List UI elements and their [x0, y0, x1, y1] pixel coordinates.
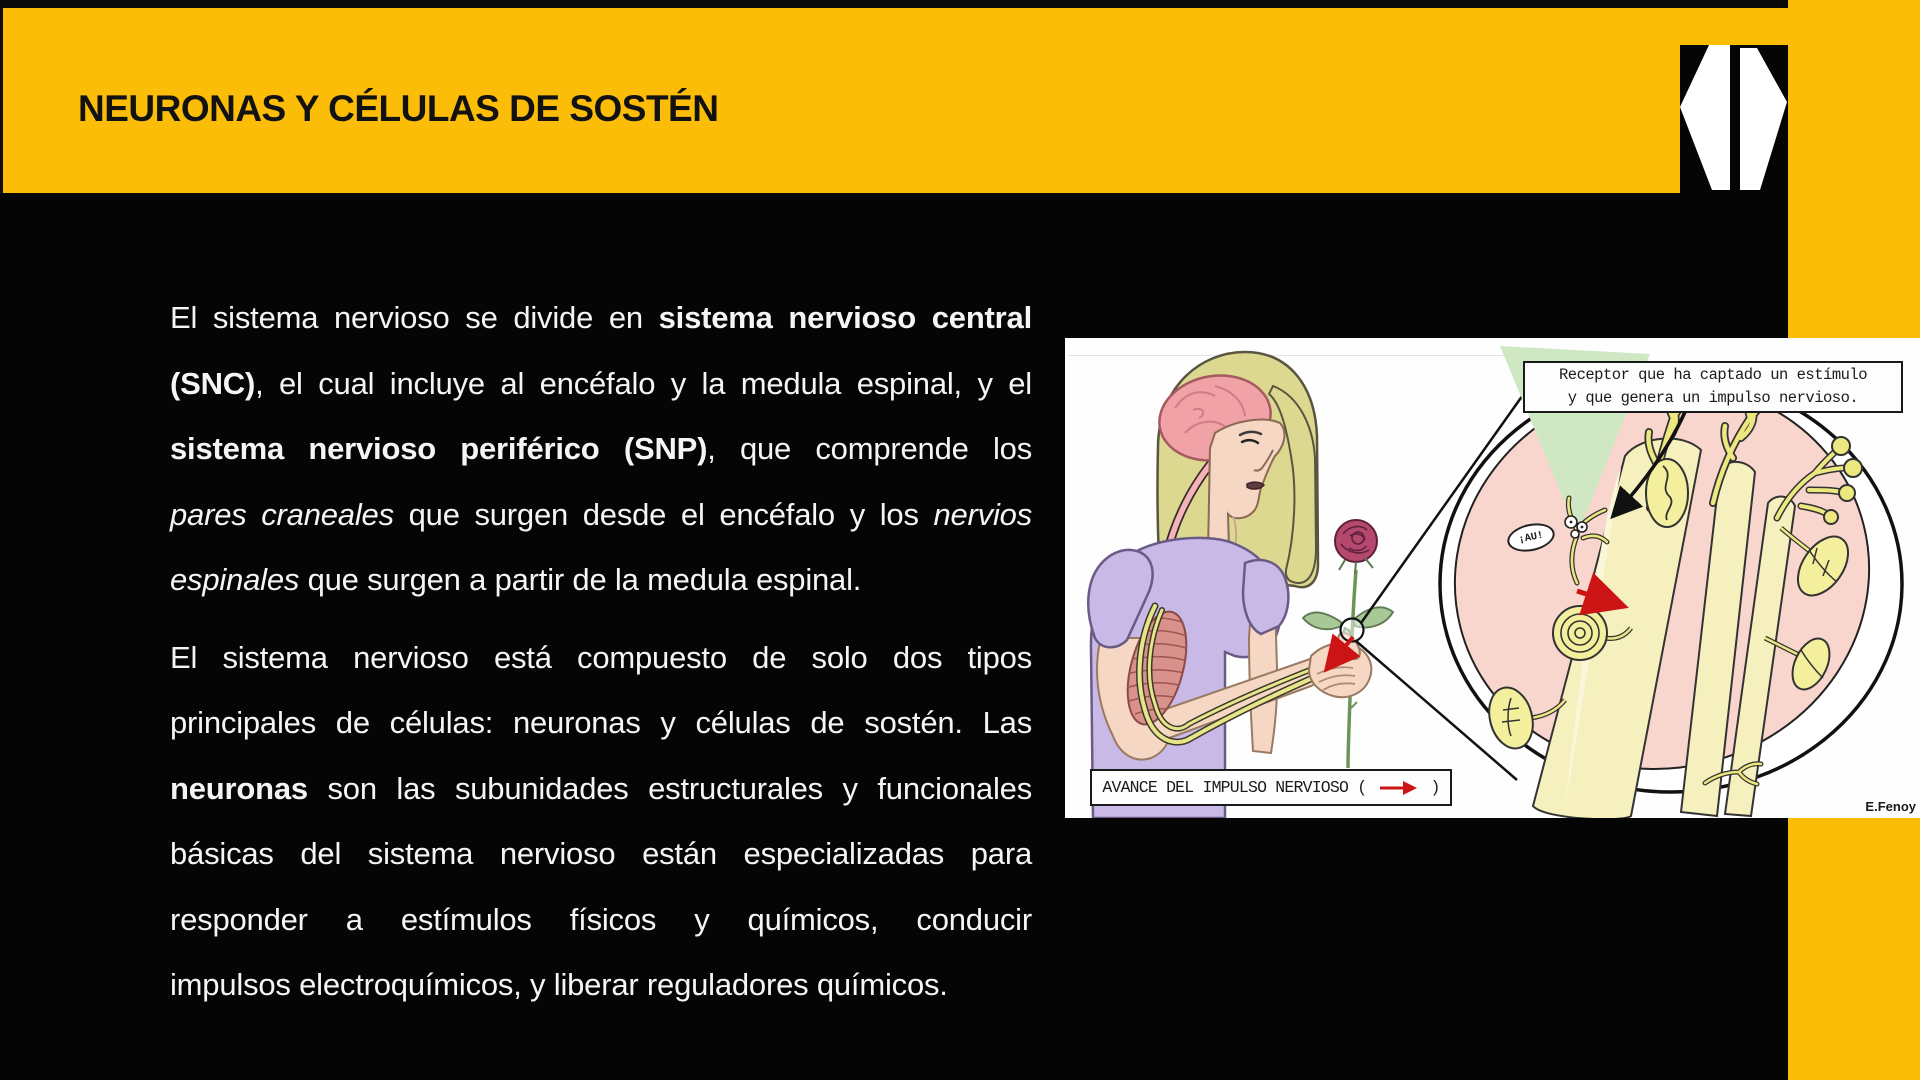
text-line: neuronas son las subunidades estructurales y funcionales: [170, 770, 1032, 806]
hand: [1309, 629, 1371, 697]
paragraph: [170, 285, 1032, 613]
text-line: El sistema nervioso se divide en sistema nervioso central: [170, 300, 1032, 335]
text-line: pares craneales que surgen desde el encéfalo y los nervios: [170, 496, 1033, 532]
red-right-arrow-icon: [1379, 781, 1417, 795]
au-speech-bubble: ¡AU!: [1505, 519, 1558, 555]
text-line: responder a estímulos físicos y químicos, conducir: [170, 901, 1032, 937]
body-text: [170, 285, 1032, 1018]
title-band-left-edge: [0, 8, 3, 193]
paragraph: [170, 625, 1032, 1018]
text-line: (SNC), el cual incluye al encéfalo y la medula espinal, y el: [170, 365, 1032, 401]
text-line: principales de células: neuronas y células de sostén. Las: [170, 705, 1032, 740]
artist-signature: E.Fenoy: [1865, 799, 1916, 814]
receptor-label-line1: Receptor que ha captado un estímulo: [1558, 366, 1868, 384]
text-line: básicas del sistema nervioso están especializadas para: [170, 836, 1032, 871]
text-line: El sistema nervioso está compuesto de solo dos tipos: [170, 639, 1032, 675]
text-line: sistema nervioso periférico (SNP), que comprende los: [170, 431, 1032, 466]
figure-nervous-impulse: [1065, 338, 1920, 818]
avance-label-box: [1090, 769, 1452, 806]
receptor-label-box: [1523, 361, 1903, 413]
top-border: [0, 0, 1790, 8]
text-line: impulsos electroquímicos, y liberar reguladores químicos.: [170, 967, 948, 1002]
woman-figure: [1088, 352, 1393, 818]
avance-label-prefix: AVANCE DEL IMPULSO NERVIOSO (: [1102, 778, 1376, 797]
avance-label-suffix: ): [1421, 778, 1440, 797]
text-line: espinales que surgen a partir de la medula espinal.: [170, 562, 862, 597]
receptor-label-line2: y que genera un impulso nervioso.: [1567, 389, 1859, 407]
mouth: [1247, 482, 1264, 489]
double-up-arrows-logo-icon: [1680, 45, 1788, 341]
page-title: NEURONAS Y CÉLULAS DE SOSTÉN: [78, 88, 719, 129]
